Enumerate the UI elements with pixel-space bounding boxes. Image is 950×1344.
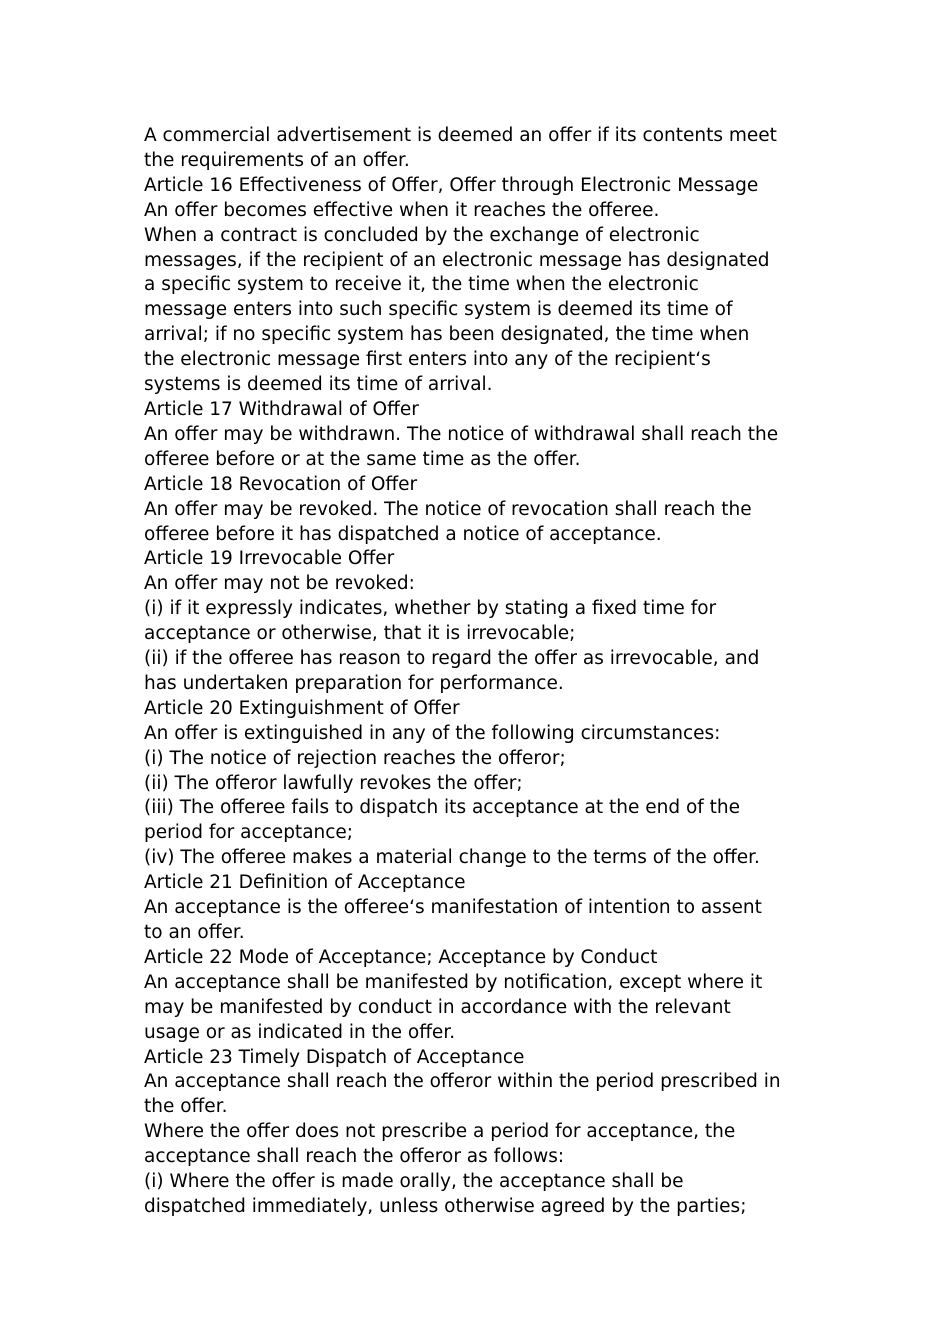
- text-line: dispatched immediately, unless otherwise agreed by the parties;: [144, 1195, 747, 1217]
- document-page: [144, 124, 824, 1220]
- text-line: (i) Where the offer is made orally, the acceptance shall be: [144, 1171, 684, 1193]
- text-line: the requirements of an offer.: [144, 149, 410, 171]
- text-line: messages, if the recipient of an electronic message has designated: [144, 249, 770, 271]
- article-19-heading: Article 19 Irrevocable Offer: [144, 548, 395, 570]
- text-line: acceptance shall reach the offeror as follows:: [144, 1146, 565, 1168]
- text-line: usage or as indicated in the offer.: [144, 1021, 456, 1043]
- text-line: An acceptance shall be manifested by notification, except where it: [144, 971, 763, 993]
- article-17-heading: Article 17 Withdrawal of Offer: [144, 398, 419, 420]
- text-line: to an offer.: [144, 922, 245, 943]
- text-line: (ii) The offeror lawfully revokes the offer;: [144, 772, 523, 794]
- text-line: An acceptance is the offeree‘s manifestation of intention to assent: [144, 897, 762, 919]
- text-line: An acceptance shall reach the offeror within the period prescribed in: [144, 1071, 781, 1093]
- text-line: An offer may not be revoked:: [144, 573, 415, 595]
- text-line: A commercial advertisement is deemed an offer if its contents meet: [144, 125, 777, 146]
- text-line: a specific system to receive it, the time when the electronic: [144, 274, 699, 296]
- text-line: An offer may be withdrawn. The notice of withdrawal shall reach the: [144, 423, 779, 445]
- article-16-heading: Article 16 Effectiveness of Offer, Offer through Electronic Message: [144, 174, 759, 196]
- text-line: offeree before it has dispatched a notice of acceptance.: [144, 523, 662, 545]
- text-line: offeree before or at the same time as the offer.: [144, 448, 581, 470]
- text-line: period for acceptance;: [144, 822, 354, 844]
- text-line: Where the offer does not prescribe a period for acceptance, the: [144, 1121, 736, 1143]
- text-line: has undertaken preparation for performance.: [144, 672, 564, 694]
- text-line: (ii) if the offeree has reason to regard the offer as irrevocable, and: [144, 648, 760, 670]
- text-line: An offer may be revoked. The notice of revocation shall reach the: [144, 498, 752, 520]
- text-line: systems is deemed its time of arrival.: [144, 374, 493, 396]
- text-line: When a contract is concluded by the exchange of electronic: [144, 224, 700, 246]
- text-line: may be manifested by conduct in accordance with the relevant: [144, 996, 731, 1018]
- article-18-heading: Article 18 Revocation of Offer: [144, 473, 418, 495]
- text-line: (iii) The offeree fails to dispatch its acceptance at the end of the: [144, 797, 741, 819]
- text-line: (i) if it expressly indicates, whether by stating a fixed time for: [144, 598, 717, 620]
- article-23-heading: Article 23 Timely Dispatch of Acceptance: [144, 1046, 525, 1068]
- article-20-heading: Article 20 Extinguishment of Offer: [144, 697, 460, 719]
- text-line: (iv) The offeree makes a material change to the terms of the offer.: [144, 847, 760, 869]
- text-line: acceptance or otherwise, that it is irrevocable;: [144, 623, 576, 645]
- text-line: (i) The notice of rejection reaches the offeror;: [144, 747, 566, 769]
- text-line: the electronic message first enters into any of the recipient‘s: [144, 349, 711, 371]
- text-line: arrival; if no specific system has been designated, the time when: [144, 324, 750, 346]
- text-line: the offer.: [144, 1096, 228, 1118]
- text-line: An offer is extinguished in any of the following circumstances:: [144, 722, 721, 744]
- text-line: An offer becomes effective when it reaches the offeree.: [144, 199, 660, 221]
- article-22-heading: Article 22 Mode of Acceptance; Acceptance by Conduct: [144, 946, 658, 968]
- article-21-heading: Article 21 Definition of Acceptance: [144, 872, 466, 894]
- text-line: message enters into such specific system is deemed its time of: [144, 299, 733, 321]
